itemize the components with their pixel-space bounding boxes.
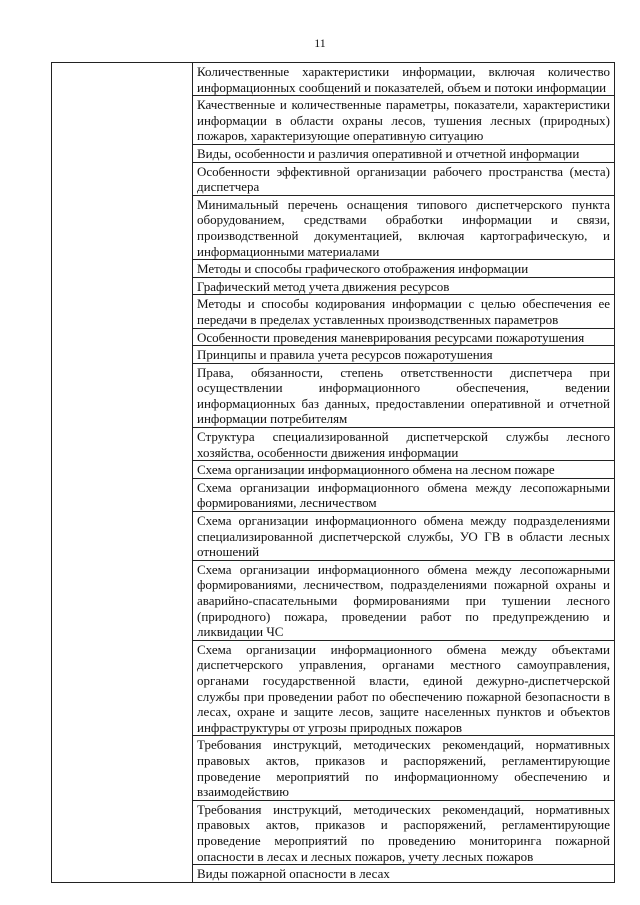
table-cell: Графический метод учета движения ресурсов	[193, 277, 615, 295]
table-cell: Структура специализированной диспетчерской службы лесного хозяйства, особенности движения информации	[193, 428, 615, 461]
table-cell: Принципы и правила учета ресурсов пожаротушения	[193, 346, 615, 364]
left-empty-column	[52, 63, 193, 883]
table-cell: Схема организации информационного обмена между лесопожарными формированиями, лесничеством, подразделениями пожарной охраны и аварийно-спасательными формированиями при тушении лесного (природного) пожара, проведении работ по предупреждению и ликвидации ЧС	[193, 560, 615, 640]
table-row	[52, 63, 615, 96]
page-number: 11	[314, 36, 326, 50]
table-cell: Количественные характеристики информации, включая количество информационных сообщений и показателей, объем и потоки информации	[193, 63, 615, 96]
table-cell: Особенности эффективной организации рабочего пространства (места) диспетчера	[193, 162, 615, 195]
table-cell: Методы и способы кодирования информации с целью обеспечения ее передачи в пределах уставленных производственных параметров	[193, 295, 615, 328]
table-cell: Права, обязанности, степень ответственности диспетчера при осуществлении информационного обеспечения, ведении информационных баз данных, предоставлении оперативной и отчетной информации потребителям	[193, 363, 615, 427]
table-cell: Минимальный перечень оснащения типового диспетчерского пункта оборудованием, средствами обработки информации и связи, производственной документацией, включая картографическую, и информационными материалами	[193, 195, 615, 259]
table-cell: Качественные и количественные параметры, показатели, характеристики информации в области охраны лесов, тушения лесных (природных) пожаров, характеризующие оперативную ситуацию	[193, 96, 615, 145]
table-cell: Требования инструкций, методических рекомендаций, нормативных правовых актов, приказов и распоряжений, регламентирующие проведение мероприятий по проведению мониторинга пожарной опасности в лесах и лесных пожаров, учету лесных пожаров	[193, 800, 615, 864]
table-cell: Требования инструкций, методических рекомендаций, нормативных правовых актов, приказов и распоряжений, регламентирующие проведение мероприятий по информационному обеспечению и взаимодействию	[193, 736, 615, 800]
table-cell: Схема организации информационного обмена между подразделениями специализированной диспетчерской службы, УО ГВ в области лесных отношений	[193, 512, 615, 561]
table-cell: Схема организации информационного обмена между объектами диспетчерского управления, органами местного самоуправления, органами государственной власти, единой дежурно-диспетчерской службы при проведении работ по обеспечению пожарной безопасности в лесах, охране и защите лесов, защите населенных пунктов и объектов инфраструктуры от угрозы природных пожаров	[193, 640, 615, 736]
table-cell: Виды пожарной опасности в лесах	[193, 865, 615, 883]
table-cell: Методы и способы графического отображения информации	[193, 260, 615, 278]
table-cell: Схема организации информационного обмена на лесном пожаре	[193, 461, 615, 479]
requirements-table	[51, 62, 615, 883]
table-cell: Схема организации информационного обмена между лесопожарными формированиями, лесничеством	[193, 478, 615, 511]
table-cell: Особенности проведения маневрирования ресурсами пожаротушения	[193, 328, 615, 346]
table-cell: Виды, особенности и различия оперативной и отчетной информации	[193, 144, 615, 162]
